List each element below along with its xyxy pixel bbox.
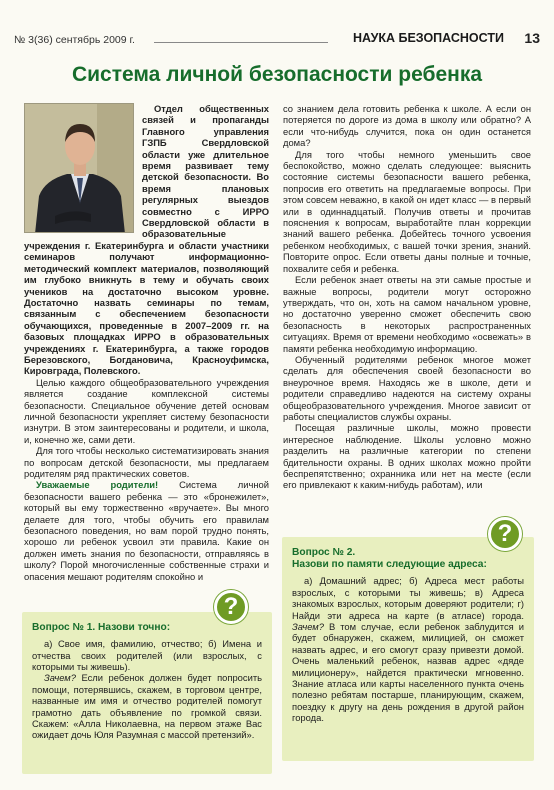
intro-paragraph: Отдел общественных связей и пропаганды Главного управления ГЗПБ Свердловской области уже длительное время развивает тему детской безопасности. Во время плановых регулярных выездов совместно с ИРРО Свердловской области в образовательные учреждения г. Екатеринбурга и области участники семинаров получают информационно-методический комплект материалов, позволяющий им глубоко вникнуть в тему и обучать своих учеников на достаточно высоком уровне. Достаточно назвать семинары по темам, связанным с обеспечением безопасности обучающихся, проведенные в 2007–2009 гг. на базовых площадках ИРРО в образовательных учреждениях г. Екатеринбурга, а также городов Березовского, Богдановича, Красноуфимска, Кировграда, Полевского. xyxy=(24,103,269,377)
left-column xyxy=(24,103,269,582)
right-paragraph: Обученный родителями ребенок многое может сделать для обеспечения своей безопасности во внеурочное время. Находясь же в школе, дети и родители справедливо надеются на систему охраны общеобразовательного учреждения. Многое зависит от работы специалистов службы охраны. xyxy=(283,353,531,422)
question-2-text xyxy=(292,575,524,723)
question-2-why: Зачем? xyxy=(292,621,324,633)
question-2-subtitle: Назови по памяти следующие адреса: xyxy=(292,559,487,571)
right-paragraph: Посещая различные школы, можно провести интересное наблюдение. Школы условно можно разделить на различные категории по степени бдительности охраны. В одних школах можно пройти беспрепятственно; охранника или нет на месте (если его привлекают к каким-нибудь работам), или xyxy=(283,422,531,491)
right-paragraph: Если ребенок знает ответы на эти самые простые и важные вопросы, родители могут осторожно утверждать, что он, хоть на самом начальном уровне, но достаточно уверенно сможет обеспечить свою безопасность в некоторых распространенных ситуациях. Время от времени необходимо «освежать» в памяти ребенка необходимую информацию. xyxy=(283,274,531,354)
question-1-text: а) Свое имя, фамилию, отчество; б) Имена и отчества своих родителей (или взрослых, с которыми ты живешь). xyxy=(32,638,262,673)
left-paragraph: Целью каждого общеобразовательного учреждения является создание комплексной системы безопасности. Специальное обучение детей основам личной безопасности укрепляет систему безопасности изнутри. В этом заинтересованы и родители, и школа, и, конечно же, сами дети. xyxy=(24,376,269,445)
question-2-answer: В том случае, если ребенок заблудится и будет обнаружен, скажем, милицией, он сможет назвать адрес, и его смогут сразу привезти домой. Очень маленький ребенок, назвав адрес «дяде милиционеру», найдется практически мгновенно. Знание атласа или карты населенного пункта очень полезно ребятам постарше, планирующим, скажем, поездку к другу на день рождения в другой район города. xyxy=(292,621,524,724)
right-paragraph: со знанием дела готовить ребенка к школе. А если он потеряется по дороге из дома в школу или обратно? А если что-нибудь случится, пока он один останется дома? xyxy=(283,103,531,149)
question-1-title: Вопрос № 1. Назови точно: xyxy=(32,622,171,633)
question-1-box xyxy=(22,612,272,774)
parents-paragraph xyxy=(24,479,269,582)
page-header xyxy=(14,30,540,50)
parents-lead: Уважаемые родители! xyxy=(36,479,159,491)
parents-text: Система личной безопасности вашего ребенка — это «бронежилет», который вы ему торжественно «вручаете». Вы много делаете для того, чтобы обучить его правилам безопасного поведения, но вам порой трудно понять, хорошо ли ребенок усвоил эти правила. Какие он должен иметь знания по безопасности, отправляясь в школу? Порой многочисленные собственные страхи и опасения мешают родителям спокойно и xyxy=(24,479,270,582)
question-2-box xyxy=(282,537,534,761)
question-1-answer: Если ребенок должен будет попросить помощи, потерявшись, скажем, в торговом центре, названные им имя и отчество родителей помогут грамотно дать объявление по громкой связи. Скажем: «Алла Николаевна, на первом этаже Вас ожидает дочь Юля Разумная с массой претензий». xyxy=(32,672,262,741)
right-column xyxy=(283,103,531,491)
question-1-explanation xyxy=(32,672,262,740)
question-2-title xyxy=(292,547,524,571)
section-title: НАУКА БЕЗОПАСНОСТИ xyxy=(352,31,504,45)
page-number: 13 xyxy=(524,30,540,46)
header-divider xyxy=(154,42,328,43)
question-mark-icon: ? xyxy=(214,590,248,624)
question-mark-icon: ? xyxy=(488,517,522,551)
issue-label: № 3(36) сентябрь 2009 г. xyxy=(14,34,135,46)
question-2-items: а) Домашний адрес; б) Адреса мест работы взрослых, с которыми ты живешь; в) Адреса знакомых взрослых, которым доверяют родители; г) Найди эти адреса на карте (в атласе) города. xyxy=(292,575,524,621)
article-title: Система личной безопасности ребенка xyxy=(71,63,483,86)
question-1-why: Зачем? xyxy=(44,672,76,684)
question-2-number: Вопрос № 2. xyxy=(292,547,356,558)
left-paragraph: Для того чтобы несколько систематизировать знания по вопросам детской безопасности, мы предлагаем родителям ряд практических советов. xyxy=(24,445,269,479)
right-paragraph: Для того чтобы немного уменьшить свое беспокойство, можно сделать следующее: выяснить состояние системы безопасности вашего ребенка, попросив его ответить на предлагаемые вопросы. При этом совсем неважно, в какой он идет класс — в первый или в одиннадцатый. Получив ответы и прочитав пояснения к вопросам, выработайте план коррекции знаний вашего ребенка. Добейтесь точного усвоения ребенком необходимых, с вашей точки зрения, знаний. Повторите опрос. Если ответы даны полные и точные, похвалите себя и ребенка. xyxy=(283,148,531,274)
photo-spacer xyxy=(24,103,142,235)
